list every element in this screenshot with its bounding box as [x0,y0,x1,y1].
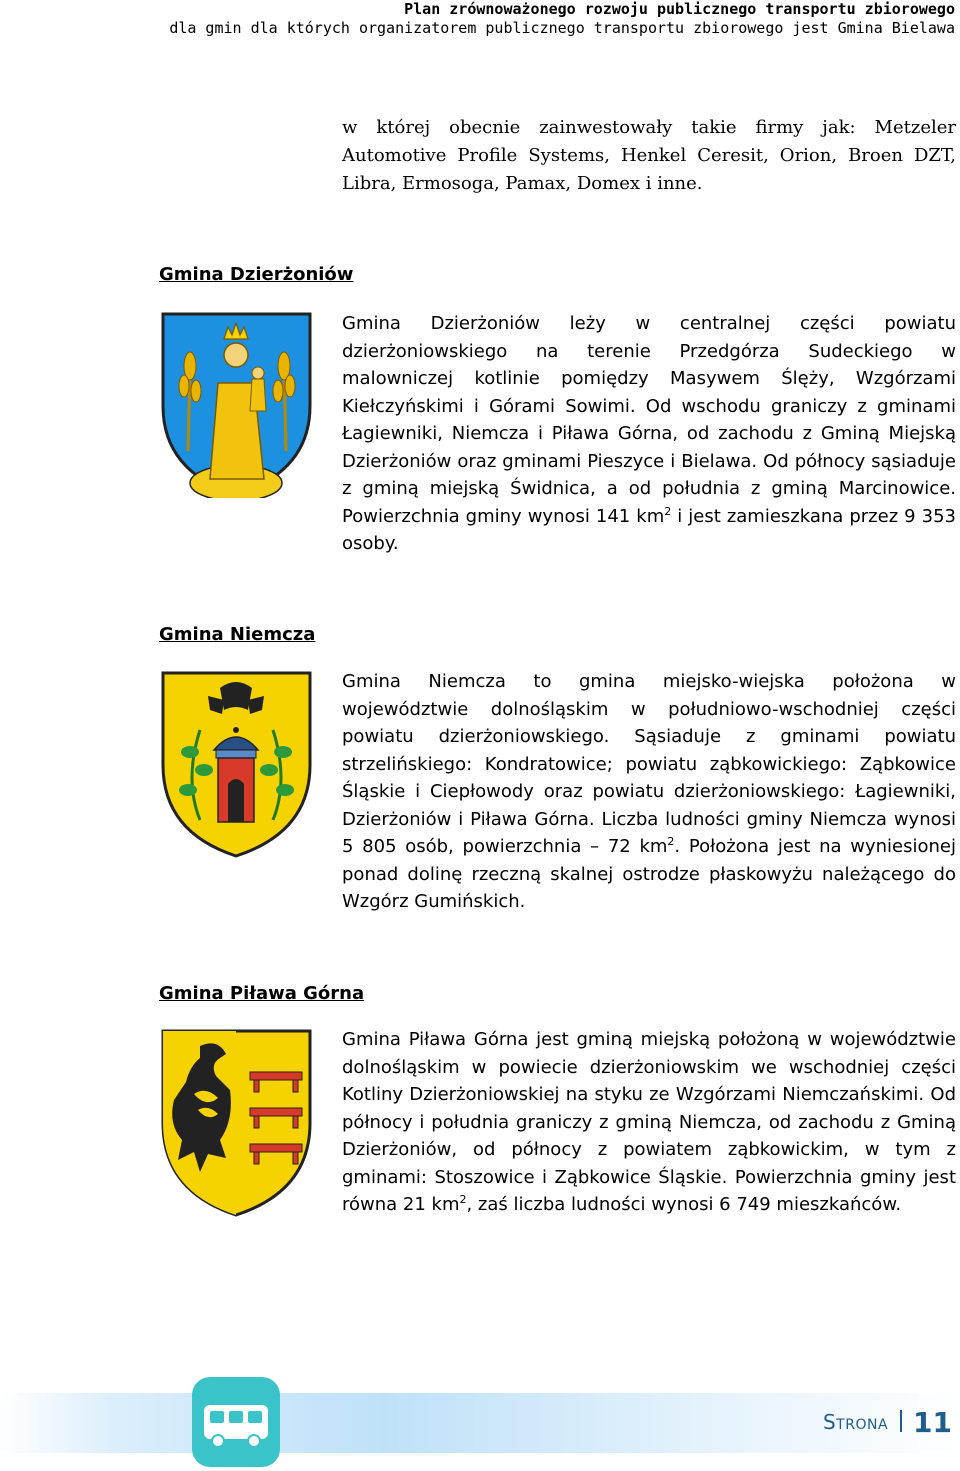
section-title-pilawa-gorna: Gmina Piława Górna [159,983,365,1004]
header-title: Plan zrównoważonego rozwoju publicznego transportu zbiorowego [404,0,955,18]
section-text-dzierzoniow: Gmina Dzierżoniów leży w centralnej części powiatu dzierżoniowskiego na terenie Przedgórza Sudeckiego w malowniczej kotlinie pomiędzy Masywem Ślęży, Wzgórzami Kiełczyńskimi i Górami Sowimi. Od wschodu graniczy z gminami Łagiewniki, Niemcza i Piława Górna, od zachodu z Gminą Miejską Dzierżoniów oraz gminami Pieszyce i Bielawa. Od północy sąsiaduje z gminą miejską Świdnica, a od południa z gminą Marcinowice. Powierzchnia gminy wynosi 141 $km^2$ i jest zamieszkana przez 9 353 osoby. [342,313,956,554]
niemcza-coat-of-arms [160,670,313,860]
bus-icon [192,1377,280,1467]
dzierzoniow-coat-of-arms [160,311,313,498]
section-text-niemcza: Gmina Niemcza to gmina miejsko-wiejska położona w województwie dolnośląskim w południowo-wschodniej części powiatu dzierżoniowskiego. Sąsiaduje z gminami powiatu strzelińskiego: Kondratowice; powiatu ząbkowickiego: Ząbkowice Śląskie i Ciepłowody oraz powiatu dzierżoniowskiego: Łagiewniki, Dzierżoniów i Piława Górna. Liczba ludności gminy Niemcza wynosi 5 805 osób, powierzchnia – 72 $km^2$. Położona jest na wyniesionej ponad dolinę rzeczną skalnej ostrodze płaskowyżu należącego do Wzgórz Gumińskich. [342,671,956,912]
bus-tile [192,1377,280,1467]
page-separator [900,1410,902,1432]
pilawa-gorna-coat-of-arms [160,1028,313,1219]
page-number-label [823,1406,952,1439]
page-word: Strona [822,1410,889,1434]
intro-paragraph: w której obecnie zainwestowały takie firmy jak: Metzeler Automotive Profile Systems, Henkel Ceresit, Orion, Broen DZT, Libra, Ermosoga, Pamax, Domex i inne. [342,117,956,194]
section-title-niemcza: Gmina Niemcza [159,624,316,645]
footer-band [0,1393,960,1453]
section-title-dzierzoniow: Gmina Dzierżoniów [159,264,354,285]
header-subtitle: dla gmin dla których organizatorem publicznego transportu zbiorowego jest Gmina Bielawa [169,19,955,37]
section-text-pilawa-gorna: Gmina Piława Górna jest gminą miejską położoną w województwie dolnośląskim w powiecie dzierżoniowskim we wschodniej części Kotliny Dzierżoniowskiej na styku ze Wzgórzami Niemczańskimi. Od północy i południa graniczy z gminą Niemcza, od zachodu z Gminą Dzierżoniów, od północy z powiatem ząbkowickim, w tym z gminami: Stoszowice i Ząbkowice Śląskie. Powierzchnia gminy jest równa 21 $km^2$, zaś liczba ludności wynosi 6 749 mieszkańców. [342,1029,956,1215]
page-number: 11 [913,1406,952,1439]
document-header [169,0,955,38]
